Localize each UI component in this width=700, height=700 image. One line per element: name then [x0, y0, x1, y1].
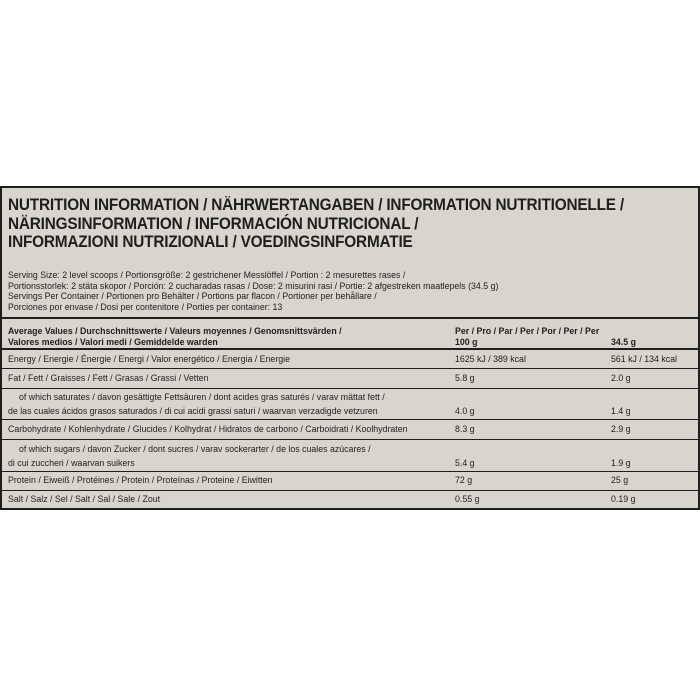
serving-line: Portionsstorlek: 2 stäta skopor / Porción: 2 cucharadas rasas / Dose: 2 misurini rasi / Portie: 2 afgestreken maatlepels (34.5 g)	[8, 280, 499, 291]
title-line: NUTRITION INFORMATION / NÄHRWERTANGABEN / INFORMATION NUTRITIONELLE /	[8, 196, 624, 214]
serving-info	[8, 270, 688, 312]
panel-title	[8, 196, 640, 252]
header-label-line: Valores medios / Valori medi / Gemiddelde warden	[8, 336, 218, 347]
row-value-100g: 0.55 g	[455, 494, 480, 504]
table-row	[2, 420, 698, 440]
header-per-line: 100 g	[455, 336, 478, 347]
table-header	[0, 326, 700, 348]
row-label-line: of which saturates / davon gesättigte Fettsäuren / dont acides gras saturés / varav mättat fett /	[19, 392, 385, 402]
row-value-100g: 72 g	[455, 475, 473, 485]
row-label: Fat / Fett / Graisses / Fett / Grasas / Grassi / Vetten	[8, 373, 209, 383]
row-value-serving: 2.0 g	[611, 373, 631, 383]
row-label-line: de las cuales ácidos grasos saturados / di cui acidi grassi saturi / waarvan verzadigde vetzuren	[8, 405, 378, 416]
divider	[2, 317, 698, 319]
row-label	[8, 444, 371, 468]
header-per100	[455, 326, 599, 347]
row-label: Carbohydrate / Kohlenhydrate / Glucides / Kolhydrat / Hidratos de carbono / Carboidrati / Koolhydraten	[8, 424, 408, 434]
title-line: NÄRINGSINFORMATION / INFORMACIÓN NUTRICIONAL /	[8, 214, 419, 233]
row-label	[8, 392, 385, 416]
title-line: INFORMAZIONI NUTRIZIONALI / VOEDINGSINFORMATIE	[8, 233, 413, 251]
header-perserving: 34.5 g	[611, 337, 636, 347]
row-label-line: of which sugars / davon Zucker / dont sucres / varav sockerarter / de los cuales azúcares /	[19, 444, 371, 454]
serving-line: Servings Per Container / Portionen pro Behälter / Portions par flacon / Portioner per behållare /	[8, 291, 377, 302]
serving-line: Porciones por envase / Dosi per contenitore / Porties per container: 13	[8, 301, 283, 312]
header-label	[8, 326, 342, 347]
row-value-100g: 1625 kJ / 389 kcal	[455, 354, 526, 364]
row-value-100g: 8.3 g	[455, 424, 475, 434]
row-value-serving: 1.9 g	[611, 458, 631, 468]
nutrition-panel	[0, 186, 700, 510]
row-value-serving: 561 kJ / 134 kcal	[611, 354, 678, 364]
table-row	[2, 440, 698, 472]
table-row	[2, 369, 698, 389]
row-label: Energy / Energie / Énergie / Energi / Valor energético / Energia / Energie	[8, 354, 290, 364]
header-per-line: Per / Pro / Par / Per / Por / Per / Per	[455, 326, 600, 336]
header-label-line: Average Values / Durchschnittswerte / Valeurs moyennes / Genomsnittsvärden /	[8, 326, 342, 336]
row-value-serving: 2.9 g	[611, 424, 631, 434]
row-value-serving: 1.4 g	[611, 406, 631, 416]
table-row	[2, 389, 698, 420]
row-value-serving: 0.19 g	[611, 494, 636, 504]
table-row	[2, 472, 698, 491]
row-label-line: di cui zuccheri / waarvan suikers	[8, 457, 135, 468]
row-value-100g: 5.4 g	[455, 458, 475, 468]
row-value-100g: 5.8 g	[455, 373, 475, 383]
row-value-serving: 25 g	[611, 475, 629, 485]
row-label: Salt / Salz / Sel / Salt / Sal / Sale / Zout	[8, 494, 161, 504]
serving-line: Serving Size: 2 level scoops / Portionsgröße: 2 gestrichener Messlöffel / Portion : 2 mesurettes rases /	[8, 270, 406, 280]
row-value-100g: 4.0 g	[455, 406, 475, 416]
row-label: Protein / Eiweiß / Protéines / Protein / Proteínas / Proteine / Eiwitten	[8, 475, 273, 485]
table-row	[2, 350, 698, 369]
table-row	[2, 491, 698, 508]
